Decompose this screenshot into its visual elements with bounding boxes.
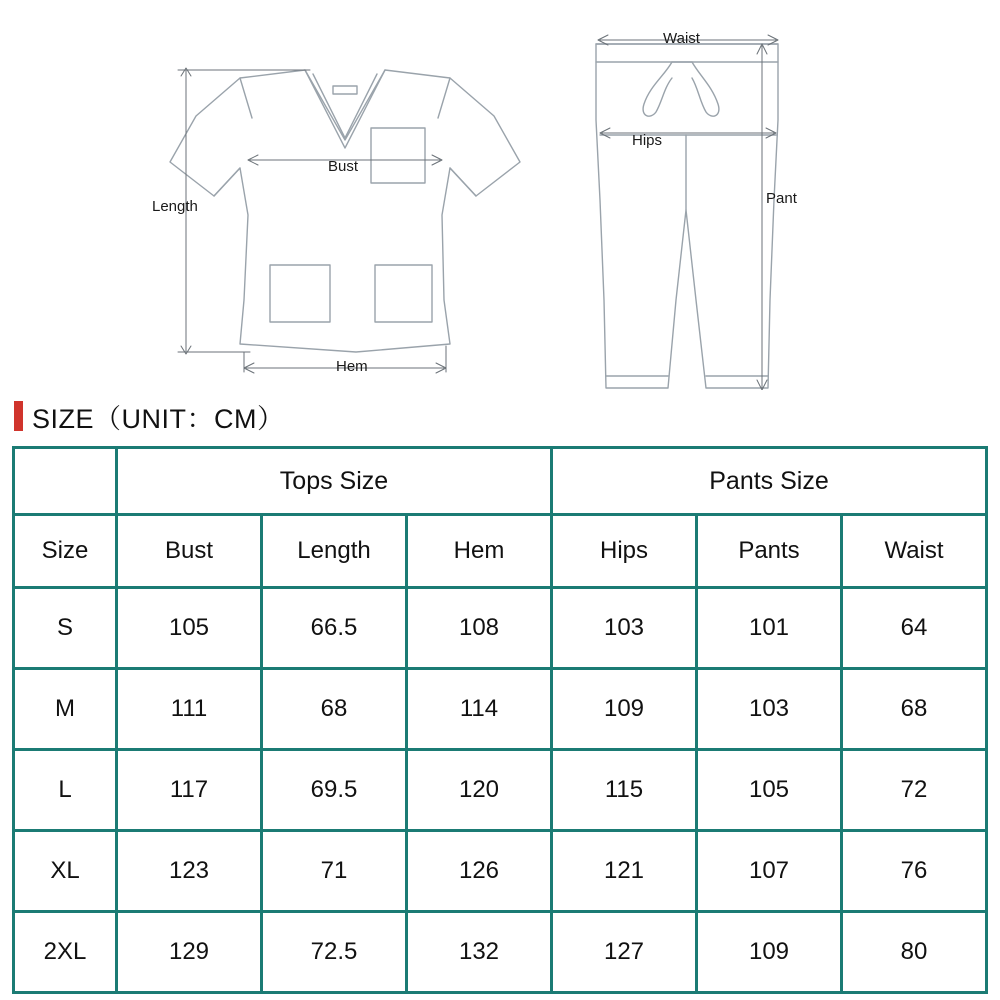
table-column-header-row [14, 515, 987, 588]
cell-waist: 64 [842, 588, 987, 669]
table-row [14, 669, 987, 750]
cell-hem: 120 [407, 750, 552, 831]
column-header-hips: Hips [552, 515, 697, 588]
pants-outline [596, 44, 778, 388]
cell-length: 66.5 [262, 588, 407, 669]
label-waist: Waist [663, 30, 700, 47]
table-row [14, 750, 987, 831]
column-header-pants: Pants [697, 515, 842, 588]
size-table-wrap [12, 446, 988, 994]
label-pant: Pant [766, 190, 797, 207]
cell-waist: 72 [842, 750, 987, 831]
cell-pants: 107 [697, 831, 842, 912]
cell-size: 2XL [14, 912, 117, 993]
group-header-blank [14, 448, 117, 515]
cell-hem: 132 [407, 912, 552, 993]
cell-hips: 115 [552, 750, 697, 831]
cell-hips: 103 [552, 588, 697, 669]
group-header-tops: Tops Size [117, 448, 552, 515]
table-row [14, 588, 987, 669]
column-header-waist: Waist [842, 515, 987, 588]
cell-length: 72.5 [262, 912, 407, 993]
size-section-heading [14, 396, 1000, 436]
cell-size: M [14, 669, 117, 750]
cell-size: S [14, 588, 117, 669]
cell-pants: 101 [697, 588, 842, 669]
cell-pants: 103 [697, 669, 842, 750]
cell-pants: 109 [697, 912, 842, 993]
cell-bust: 123 [117, 831, 262, 912]
top-outline [170, 70, 520, 352]
column-header-hem: Hem [407, 515, 552, 588]
cell-bust: 117 [117, 750, 262, 831]
cell-bust: 105 [117, 588, 262, 669]
heading-text: SIZE（UNIT：CM） [32, 403, 285, 434]
cell-length: 69.5 [262, 750, 407, 831]
cell-hem: 126 [407, 831, 552, 912]
top-collar-tab [333, 86, 357, 94]
pants-drawstring-left [643, 62, 672, 116]
column-header-size: Size [14, 515, 117, 588]
heading-accent-bar [14, 401, 23, 431]
cell-bust: 129 [117, 912, 262, 993]
label-length: Length [152, 198, 198, 215]
group-header-pants: Pants Size [552, 448, 987, 515]
cell-bust: 111 [117, 669, 262, 750]
cell-size: L [14, 750, 117, 831]
cell-hem: 114 [407, 669, 552, 750]
label-hem: Hem [336, 358, 368, 375]
size-chart-table [12, 446, 988, 994]
cell-hips: 121 [552, 831, 697, 912]
cell-pants: 105 [697, 750, 842, 831]
table-group-header-row [14, 448, 987, 515]
top-chest-pocket [371, 128, 425, 183]
table-row [14, 831, 987, 912]
column-header-bust: Bust [117, 515, 262, 588]
top-shoulder-seams [240, 78, 450, 118]
cell-waist: 68 [842, 669, 987, 750]
top-vneck-inner [313, 74, 377, 138]
garment-measurement-diagram [0, 0, 1000, 390]
cell-waist: 80 [842, 912, 987, 993]
cell-length: 71 [262, 831, 407, 912]
cell-waist: 76 [842, 831, 987, 912]
label-hips: Hips [632, 132, 663, 149]
top-right-pocket [375, 265, 432, 322]
cell-hem: 108 [407, 588, 552, 669]
diagram-svg [0, 0, 1000, 390]
cell-size: XL [14, 831, 117, 912]
cell-length: 68 [262, 669, 407, 750]
column-header-length: Length [262, 515, 407, 588]
cell-hips: 109 [552, 669, 697, 750]
label-bust: Bust [328, 158, 359, 175]
top-left-pocket [270, 265, 330, 322]
table-row [14, 912, 987, 993]
cell-hips: 127 [552, 912, 697, 993]
pants-drawstring-right [692, 62, 719, 116]
